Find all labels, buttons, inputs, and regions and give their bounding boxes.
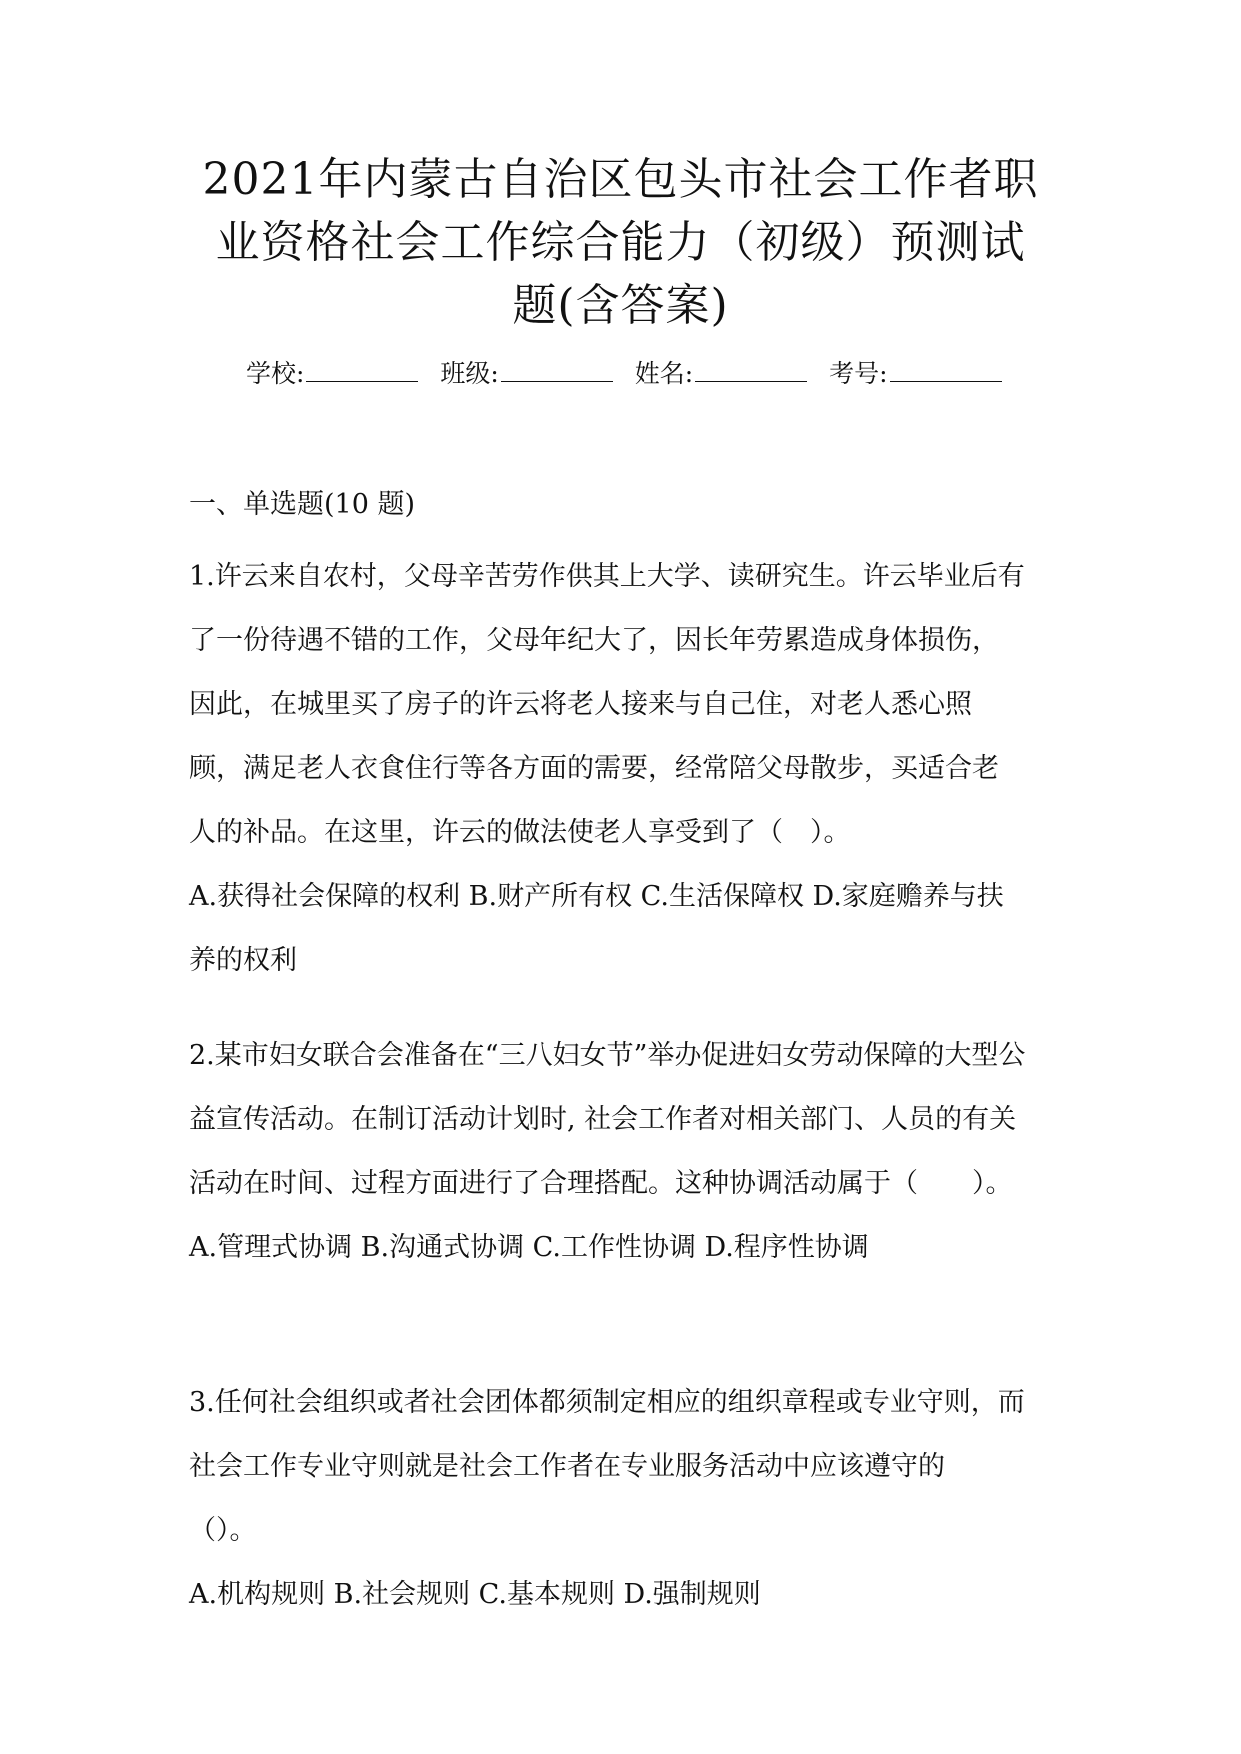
school-label: 学校:	[246, 359, 305, 388]
name-label: 姓名:	[634, 359, 694, 388]
name-blank	[695, 355, 807, 382]
options-line: A.机构规则 B.社会规则 C.基本规则 D.强制规则	[189, 1579, 761, 1610]
stem-line: 人的补品。在这里，许云的做法使老人享受到了（ ）。	[189, 817, 851, 848]
class-field	[440, 355, 612, 392]
question-options	[189, 1216, 1089, 1280]
stem-line: 活动在时间、过程方面进行了合理搭配。这种协调活动属于（ ）。	[189, 1168, 1013, 1199]
stem-line: 了一份待遇不错的工作，父母年纪大了，因长年劳累造成身体损伤，	[189, 625, 999, 656]
options-line: 养的权利	[189, 945, 297, 976]
stem-line: 1.许云来自农村，父母辛苦劳作供其上大学、读研究生。许云毕业后有	[189, 561, 1025, 592]
class-label: 班级:	[440, 359, 499, 388]
question-2	[189, 1024, 1089, 1280]
question-options	[189, 1563, 1089, 1627]
title-line: 2021年内蒙古自治区包头市社会工作者职	[202, 154, 1039, 205]
question-stem	[189, 1024, 1089, 1216]
stem-line: 顾，满足老人衣食住行等各方面的需要，经常陪父母散步，买适合老	[189, 753, 999, 784]
student-info-row	[246, 355, 1016, 392]
exam-number-field	[829, 355, 1001, 392]
stem-line: 社会工作专业守则就是社会工作者在专业服务活动中应该遵守的	[189, 1451, 945, 1482]
question-options	[189, 865, 1089, 993]
stem-line: （）。	[189, 1515, 257, 1546]
class-blank	[501, 355, 613, 382]
title-line: 业资格社会工作综合能力（初级）预测试	[215, 217, 1026, 268]
options-line: A.获得社会保障的权利 B.财产所有权 C.生活保障权 D.家庭赡养与扶	[189, 881, 1004, 912]
stem-line: 2.某市妇女联合会准备在“三八妇女节”举办促进妇女劳动保障的大型公	[189, 1040, 1026, 1071]
stem-line: 因此，在城里买了房子的许云将老人接来与自己住，对老人悉心照	[189, 689, 972, 720]
school-blank	[306, 355, 418, 382]
options-line: A.管理式协调 B.沟通式协调 C.工作性协调 D.程序性协调	[189, 1232, 869, 1263]
stem-line: 3.任何社会组织或者社会团体都须制定相应的组织章程或专业守则，而	[189, 1387, 1025, 1418]
stem-line: 益宣传活动。在制订活动计划时, 社会工作者对相关部门、人员的有关	[189, 1104, 1017, 1135]
exam-number-label: 考号:	[829, 359, 888, 388]
question-stem	[189, 545, 1089, 865]
question-stem	[189, 1371, 1089, 1563]
question-1	[189, 545, 1089, 993]
name-field	[635, 355, 807, 392]
document-title	[150, 148, 1091, 337]
title-line: 题(含答案)	[512, 280, 729, 331]
question-3	[189, 1371, 1089, 1627]
section-heading: 一、单选题(10 题)	[189, 489, 416, 520]
exam-number-blank	[890, 355, 1002, 382]
school-field	[246, 355, 418, 392]
